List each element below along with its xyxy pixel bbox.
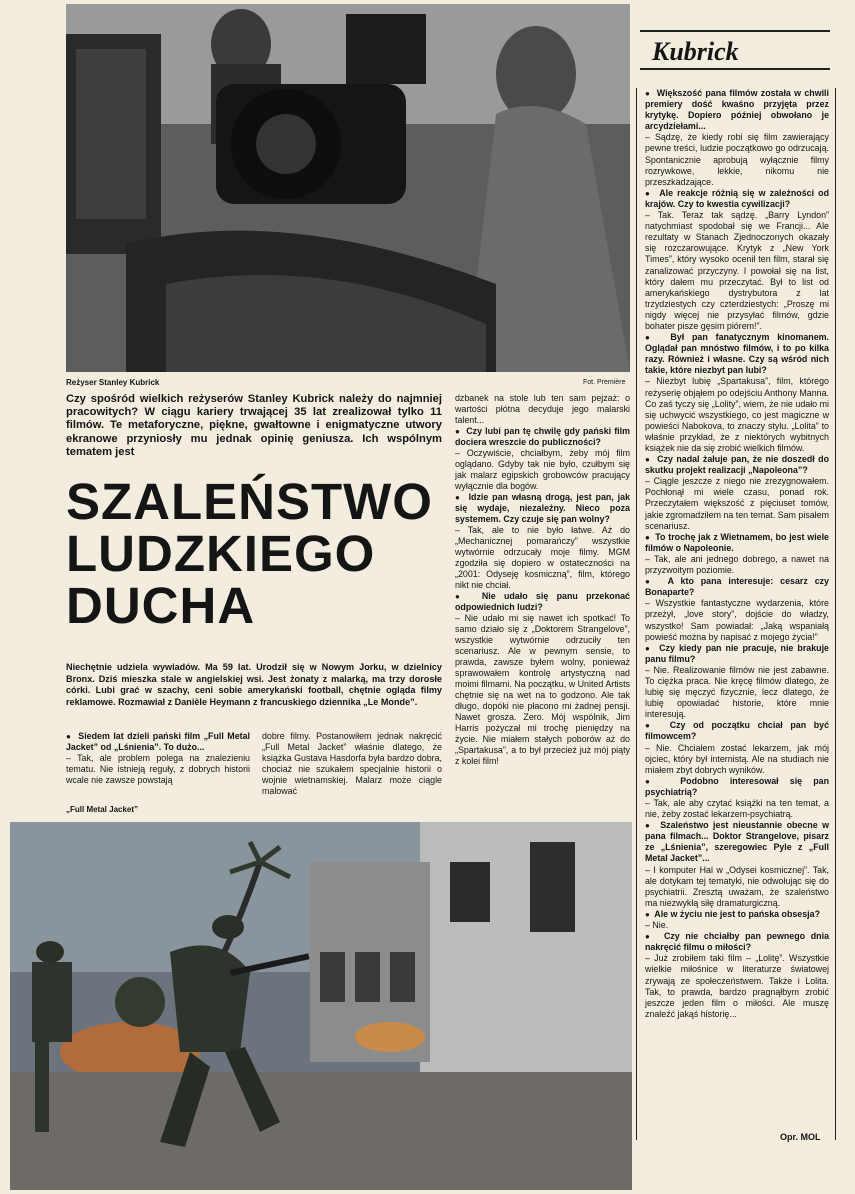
headline-line-3: DUCHA (66, 577, 256, 634)
answer: – Tak, ale ani jednego dobrego, a nawet na przyzwoitym poziomie. (645, 553, 829, 576)
column-2 (262, 731, 442, 797)
question: ● Czy nie chciałby pan pewnego dnia nakręcić filmu o miłości? (645, 931, 829, 953)
answer: – Nie udało mi się nawet ich spotkać! To samo działo się z „Doktorem Strangelove”, wszystkie wytwórnie odrzuciły ten scenariusz. Ale w pewnym sensie, to prawda, zawsze byłem wolny, ponieważ sprawowałem kontrolę artystyczną nad moimi filmami. Na początku, w United Artists chętnie się na wet na to godzono. Ale tak długo, dopóki nie płacono mi żadnej pensji. Nawet grosza. Zero. Mój wspólnik, Jim Harris pożyczał mi trochę pieniędzy na życie. Nie miałem stałych poborów aż do „Spartakusa”, a to był przecież już mój piąty z kolei film! (455, 613, 630, 766)
answer: – Tak, ale aby czytać książki na ten temat, a nie, żeby zostać lekarzem-psychiatrą. (645, 798, 829, 820)
kubrick-camera-photo (66, 4, 630, 372)
question: ● Był pan fanatycznym kinomanem. Oglądał pan mnóstwo filmów, i to po kilka razy. Również i własne. Czy są wśród nich takie, które niezbyt pan lubi? (645, 332, 829, 376)
author-signoff: Opr. MOL (780, 1132, 821, 1142)
answer: – Ciągle jeszcze z niego nie zrezygnowałem. Pochłonął mi wiele czasu, ponad rok. Przeczytałem większość z pięciuset tomów, jakie zgromadziłem na ten temat. Sam pisałem scenariusz. (645, 476, 829, 531)
full-metal-jacket-photo (10, 822, 632, 1190)
question: ● Ale w życiu nie jest to pańska obsesja? (645, 909, 829, 920)
lead-paragraph: Czy spośród wielkich reżyserów Stanley Kubrick należy do najmniej pracowitych? W ciągu kariery trwającej 35 lat zrealizował tylko 11 filmów. Te metaforyczne, piękne, gwałtowne i enigmatyczne utwory ekranowe przyniosły mu jednak opinię geniusza. Ich wspólnym tematem jest (66, 393, 442, 458)
intro-paragraph: Niechętnie udziela wywiadów. Ma 59 lat. Urodził się w Nowym Jorku, w dzielnicy Bronx. Dziś mieszka stale w angielskiej wsi. Jest żonaty z malarką, ma trzy dorosłe córki. Lubi grać w szachy, ceni sobie amerykański football, chętnie ogląda filmy reklamowe. Rozmawiał z Danièle Heymann z francuskiego dziennika „Le Monde”. (66, 662, 442, 707)
headline (66, 473, 442, 634)
headline-line-1: SZALEŃSTWO (66, 473, 433, 530)
answer: – Nie. Chciałem zostać lekarzem, jak mój ojciec, który był internistą. Ale na studiach nie miałem zbyt dobrych wyników. (645, 742, 829, 775)
question: ● Czy nadal żałuje pan, że nie doszedł do skutku projekt realizacji „Napoleona”? (645, 454, 829, 476)
column-1 (66, 731, 250, 786)
top-photo-credit: Fot. Première (583, 379, 626, 386)
column-3 (455, 393, 630, 767)
question: ● Czy kiedy pan nie pracuje, nie brakuje panu filmu? (645, 643, 829, 665)
answer: dobre filmy. Postanowiłem jednak nakręcić „Full Metal Jacket” właśnie dlatego, że książka Gustava Hasdorfa była bardzo dobra, chociaż nie szukałem specjalnie historii o wojnie wietnamskiej. Malarz może ciągle malować (262, 731, 442, 796)
answer: – Wszystkie fantastyczne wydarzenia, które przeżył, „love story”, dojście do władzy, wszystko! Sam powiadał: „Jaką wspaniałą powieść można by napisać z mojego życia!” (645, 598, 829, 642)
question: ● Idzie pan własną drogą, jest pan, jak się wydaje, niezależny. Nieco poza systemem. Czy czuje się pan wolny? (455, 492, 630, 525)
question: ● Czy od początku chciał pan być filmowcem? (645, 720, 829, 742)
answer: – Tak, ale to nie było łatwe. Aż do „Mechanicznej pomarańczy” wszystkie wytwórnie odrzucały moje filmy. MGM zgodziła się dopiero w ostateczności na „2001: Odyseję kosmiczną”, film, którego nikt nie chciał. (455, 525, 630, 590)
answer: – Oczywiście, chciałbym, żeby mój film oglądano. Gdyby tak nie było, czułbym się jak malarz egipskich grobowców pracujący wyłącznie dla bogów. (455, 448, 630, 491)
question: ● Szaleństwo jest nieustannie obecne w pana filmach... Doktor Strangelove, pisarz ze „Lśnienia”, szeregowiec Pyle z „Full Metal Jacket”... (645, 820, 829, 864)
answer: – Nie. (645, 920, 669, 931)
question: ● To trochę jak z Wietnamem, bo jest wiele filmów o Napoleonie. (645, 532, 829, 554)
question: ● Większość pana filmów została w chwili premiery dość kwaśno przyjęta przez krytykę. Dopiero później obwołano je arcydziełami... (645, 88, 829, 132)
question: ● Nie udało się panu przekonać odpowiednich ludzi? (455, 591, 630, 613)
answer: – Sądzę, że kiedy robi się film zawierający pewne treści, ludzie początkowo go odrzucają. Spontanicznie aprobują wyłącznie filmy rozrywkowe, lekkie, nikomu nie przeszkadzające. (645, 132, 829, 187)
answer: – I komputer Hal w „Odysei kosmicznej”. Tak, ale dotykam tej tematyki, nie odwołując się do psychiatrii. Zresztą uważam, że szaleństwo ma niezwykłą siłę dramaturgiczną. (645, 864, 829, 908)
question: ● Czy lubi pan tę chwilę gdy pański film dociera wreszcie do publiczności? (455, 426, 630, 448)
answer: – Tak, ale problem polega na znalezieniu tematu. Nie istnieją reguły, z dobrych historii wcale nie zawsze powstają (66, 753, 250, 785)
answer: – Nie. Realizowanie filmów nie jest zabawne. To ciężka praca. Nie kręcę filmów dlatego, że lubię się męczyć fizycznie, lecz dlatego, że lubię opowiadać historie, które mnie interesują. (645, 664, 829, 720)
top-photo-caption: Reżyser Stanley Kubrick (66, 378, 160, 387)
answer: – Niezbyt lubię „Spartakusa”, film, którego reżyserię objąłem po odejściu Anthony Manna. Co zaś tyczy się „Lolity”, wiem, że nie udało mi się uchwycić wszystkiego, co jest magiczne w powieści Nabokova, to znaczy stylu. „Lolita” to właśnie przykład, że z niektórych wybitnych książek nie da się zrobić wielkich filmów. (645, 376, 829, 453)
column-divider (636, 88, 637, 1140)
column-divider (835, 88, 836, 1140)
question: ● A kto pana interesuje: cesarz czy Bonaparte? (645, 576, 829, 598)
answer: dzbanek na stole lub ten sam pejzaż: o wartości płótna decyduje jego malarski talent... (455, 393, 630, 425)
bottom-photo-caption: „Full Metal Jacket” (66, 805, 139, 814)
question: ● Podobno interesował się pan psychiatrią? (645, 776, 829, 798)
section-label: Kubrick (640, 30, 830, 70)
headline-line-2: LUDZKIEGO (66, 525, 376, 582)
question: ● Ale reakcje różnią się w zależności od krajów. Czy to kwestia cywilizacji? (645, 188, 829, 210)
answer: – Już zrobiłem taki film – „Lolitę”. Wszystkie wielkie miłośnice w literaturze światowej zrywają ze społeczeństwem. Także i Lolita. Tak, to prawda, bardzo pragnąłbym zrobić jeszcze jeden film o miłości. Ale muszę znaleźć jakąś historię... (645, 953, 829, 1019)
answer: – Tak. Teraz tak sądzę. „Barry Lyndon” natychmiast spodobał się we Francji... Ale rezultaty w Stanach Zjednoczonych okazały się rozczarowujące. Krytyk z „New York Times”, który wysoko ocenił ten film, starał się zanalizować przyczyny. I powołał się na list, który dałem mu przeczytać. Był to list od amerykańskiego dystrybutora z lat trzydziestych czy czterdziestych: „Proszę mi nigdy więcej nie przysyłać filmów, gdzie bohater pisze gęsim piórem!”. (645, 210, 829, 331)
column-4 (645, 88, 829, 1020)
question: ● Siedem lat dzieli pański film „Full Metal Jacket” od „Lśnienia”. To dużo... (66, 731, 250, 753)
